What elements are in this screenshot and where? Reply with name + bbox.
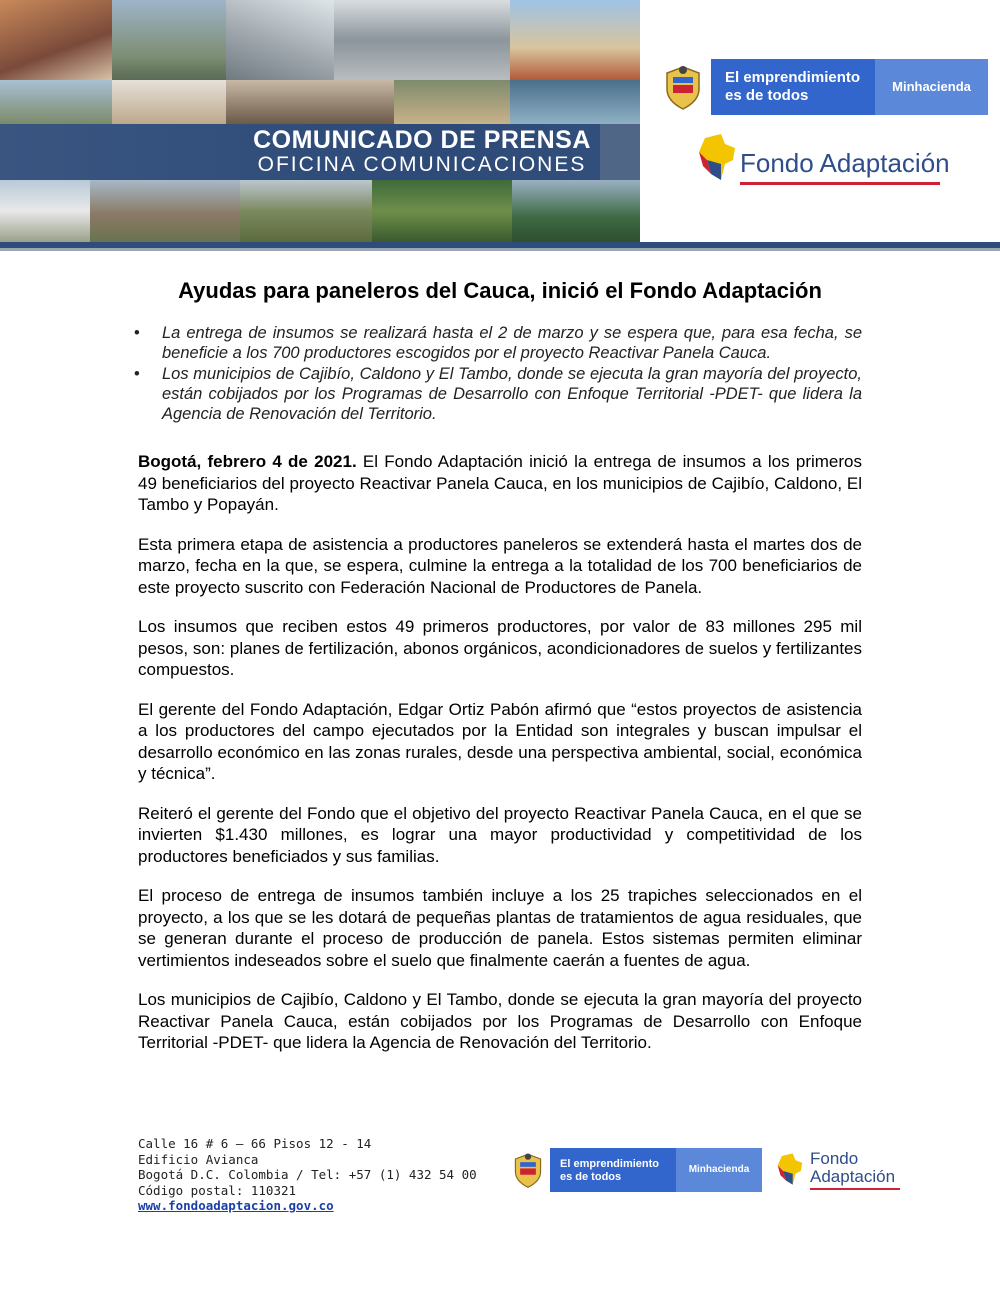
photo-classroom xyxy=(112,80,226,124)
footer-address xyxy=(138,1136,477,1214)
photo-water-plant xyxy=(510,80,640,124)
footer-agency-name-line1: Fondo xyxy=(810,1149,859,1168)
photo-construction-site xyxy=(112,0,226,80)
footer-gov-slogan-line2: es de todos xyxy=(560,1171,622,1183)
footer-gov-slogan xyxy=(560,1158,659,1184)
photo-community-meeting xyxy=(226,80,394,124)
ministry-label: Minhacienda xyxy=(875,59,988,115)
summary-bullet-text: La entrega de insumos se realizará hasta el 2 de marzo y se espera que, para esa fecha, se beneficie a los 700 productores escogidos por el proyecto Reactivar Panela Cauca. xyxy=(162,324,862,362)
agency-name: Fondo Adaptación xyxy=(740,148,950,178)
body-paragraph: El proceso de entrega de insumos también incluye a los 25 trapiches seleccionados en el proyecto, a los que se les dotará de pequeñas plantas de tratamientos de agua residuales, que se generan durante el proceso de producción de panela. Estos sistemas permiten eliminar vertimientos indeseados sobre el suelo que finalmente caerán a fuentes de agua. xyxy=(138,886,862,970)
article-body xyxy=(138,451,862,1072)
summary-bullet xyxy=(130,364,862,424)
summary-bullet-text: Los municipios de Cajibío, Caldono y El Tambo, donde se ejecuta la gran mayoría del proyecto, están cobijados por los Programas de Desarrollo con Enfoque Territorial -PDET- que lidera la Agencia de Renovación del Territorio. xyxy=(162,365,862,423)
government-banner xyxy=(655,59,988,115)
footer-government-banner xyxy=(506,1148,762,1192)
dateline: Bogotá, febrero 4 de 2021. xyxy=(138,452,357,471)
address-line: Edificio Avianca xyxy=(138,1151,259,1167)
photo-school-building xyxy=(334,0,510,80)
press-title: COMUNICADO DE PRENSA xyxy=(253,126,591,154)
address-line: Bogotá D.C. Colombia / Tel: +57 (1) 432 54 00 xyxy=(138,1167,477,1182)
footer-ministry-label: Minhacienda xyxy=(676,1148,762,1192)
article-title: Ayudas para paneleros del Cauca, inició el Fondo Adaptación xyxy=(178,278,822,303)
header-rule-shadow xyxy=(0,248,1000,251)
agency-underline xyxy=(740,182,940,185)
photo-building-roof xyxy=(226,0,334,80)
body-paragraph: Esta primera etapa de asistencia a productores paneleros se extenderá hasta el martes dos de marzo, fecha en la que, se espera, culmine la entrega a la totalidad de los 700 beneficiarios de este proyecto suscrito con Federación Nacional de Productores de Panela. xyxy=(138,534,862,597)
website-link[interactable]: www.fondoadaptacion.gov.co xyxy=(138,1198,334,1213)
address-line: Calle 16 # 6 – 66 Pisos 12 - 14 xyxy=(138,1136,372,1151)
photo-aerial-road xyxy=(372,180,512,242)
photo-white-building xyxy=(0,180,90,242)
address-line: Código postal: 110321 xyxy=(138,1182,297,1198)
bullet-icon: • xyxy=(134,324,140,342)
photo-children xyxy=(0,0,112,80)
body-paragraph: Los insumos que reciben estos 49 primeros productores, por valor de 83 millones 295 mil pesos, son: planes de fertilización, abonos orgánicos, acondicionadores de suelos y fertilizantes compuestos. xyxy=(138,617,862,679)
photo-house-woman xyxy=(510,0,640,80)
bullet-icon: • xyxy=(134,365,140,383)
lead-text: El Fondo Adaptación inició la entrega de insumos a los primeros 49 beneficiarios del proyecto Reactivar Panela Cauca, en los municipios de Cajibío, Caldono, El Tambo y Popayán. xyxy=(138,452,862,514)
photo-river xyxy=(0,80,112,124)
photo-forest-tower xyxy=(512,180,640,242)
colombia-map-icon xyxy=(695,130,745,190)
body-paragraph: Los municipios de Cajibío, Caldono y El Tambo, donde se ejecuta la gran mayoría del proyecto Reactivar Panela Cauca, están cobijados por los Programas de Desarrollo con Enfoque Territorial -PDET- que lidera la Agencia de Renovación del Territorio. xyxy=(138,990,862,1052)
summary-bullets xyxy=(130,323,862,425)
colombia-map-icon xyxy=(775,1148,809,1194)
footer-agency-name-line2: Adaptación xyxy=(810,1167,896,1186)
gov-slogan-line2: es de todos xyxy=(725,87,809,104)
footer-agency-underline xyxy=(810,1188,900,1190)
page-header xyxy=(0,0,1000,252)
body-paragraph: Reiteró el gerente del Fondo que el objetivo del proyecto Reactivar Panela Cauca, en el que se invierten $1.430 millones, es lograr una mayor productividad y competitividad de los productores beneficiados y sus familias. xyxy=(138,803,862,866)
summary-bullet xyxy=(130,323,862,363)
body-paragraph: El gerente del Fondo Adaptación, Edgar Ortiz Pabón afirmó que “estos proyectos de asistencia a los productores del campo ejecutados por la Entidad son integrales y buscan impulsar el desarrollo económico en las zonas rurales, desde una perspectiva ambiental, social, económica y técnica”. xyxy=(138,699,862,783)
press-subtitle: OFICINA COMUNICACIONES xyxy=(257,153,587,176)
footer-gov-slogan-line1: El emprendimiento xyxy=(560,1158,660,1170)
colombia-shield-icon xyxy=(655,59,711,115)
gov-slogan xyxy=(725,69,860,105)
photo-collage xyxy=(0,0,640,242)
gov-slogan-line1: El emprendimiento xyxy=(725,69,861,86)
lead-paragraph xyxy=(138,451,862,516)
photo-road-bridge xyxy=(90,180,240,242)
colombia-shield-icon xyxy=(506,1148,550,1192)
photo-landscape xyxy=(240,180,372,242)
photo-sign xyxy=(394,80,510,124)
